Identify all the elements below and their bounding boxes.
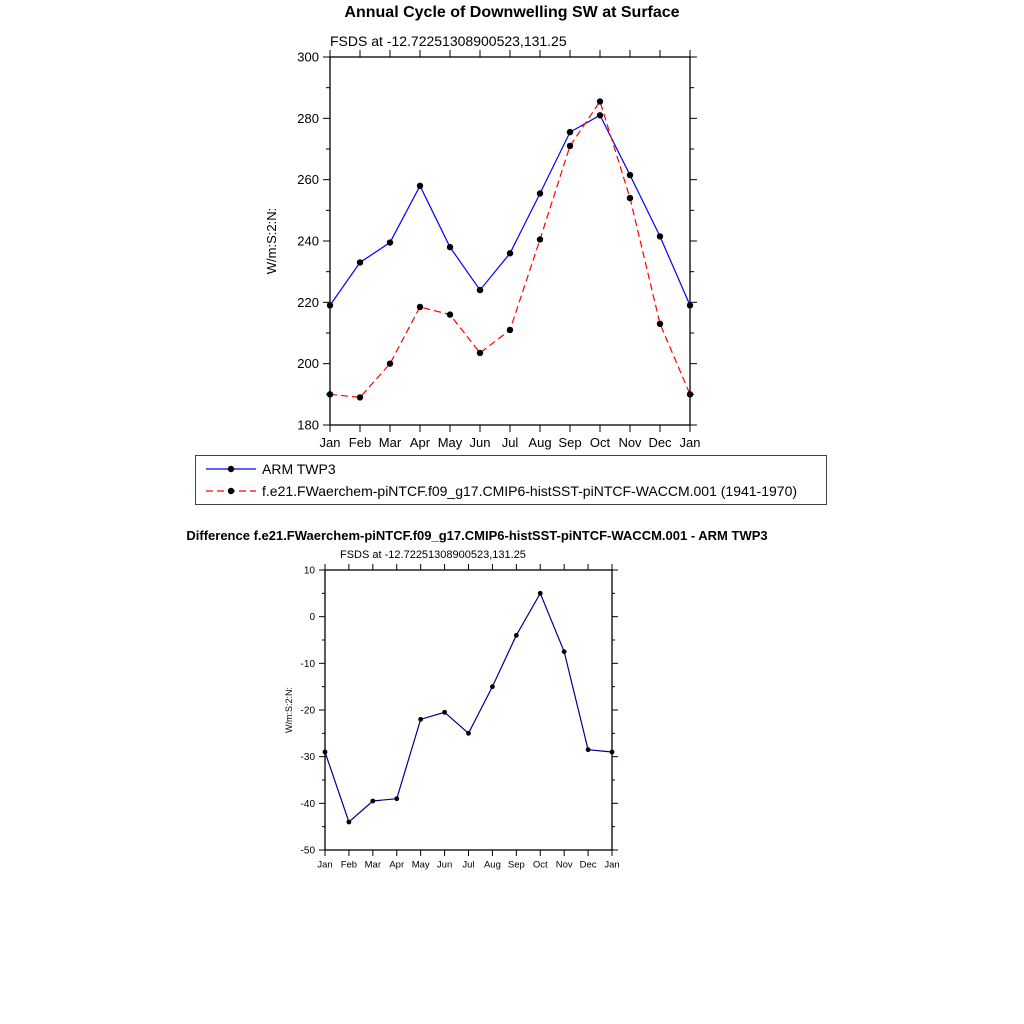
legend-label: ARM TWP3 — [262, 461, 336, 477]
legend-entry-0 — [205, 458, 826, 480]
data-point — [394, 796, 399, 801]
data-point — [477, 287, 483, 293]
data-point — [657, 233, 663, 239]
annual-cycle-plot — [250, 48, 730, 460]
x-tick-label: Sep — [558, 435, 582, 450]
data-point — [417, 304, 423, 310]
difference-chart-title: Difference f.e21.FWaerchem-piNTCF.f09_g17.CMIP6-histSST-piNTCF-WACCM.001 - ARM TWP3 — [186, 528, 768, 543]
x-tick-label: Apr — [389, 859, 405, 871]
data-point — [507, 250, 513, 256]
difference-chart-subtitle: FSDS at -12.72251308900523,131.25 — [340, 549, 526, 561]
data-point — [387, 360, 393, 366]
data-point — [562, 649, 567, 654]
x-tick-label: May — [437, 435, 463, 450]
axes — [319, 564, 618, 856]
data-point — [442, 710, 447, 715]
data-point — [567, 129, 573, 135]
axes — [323, 50, 697, 432]
x-tick-label: Dec — [648, 435, 672, 450]
x-tick-label: Jul — [501, 435, 519, 450]
y-tick-label: 200 — [297, 356, 319, 372]
y-tick-label: -10 — [300, 658, 315, 670]
x-tick-label: May — [411, 859, 430, 871]
x-tick-label: Jan — [319, 435, 341, 450]
series-0 — [323, 591, 615, 824]
data-point — [477, 350, 483, 356]
x-tick-label: Nov — [555, 859, 573, 871]
data-point — [597, 112, 603, 118]
data-point — [514, 633, 519, 638]
legend — [195, 455, 827, 505]
x-tick-label: Jan — [604, 859, 620, 871]
data-point — [586, 747, 591, 752]
x-tick-label: Aug — [528, 435, 552, 450]
data-point — [657, 321, 663, 327]
y-axis-label: W/m:S:2:N: — [264, 207, 279, 275]
series-line — [330, 101, 690, 397]
legend-entry-1 — [205, 480, 826, 502]
data-point — [537, 236, 543, 242]
difference-plot — [270, 560, 640, 880]
series-1 — [327, 98, 693, 400]
x-tick-label: Nov — [618, 435, 642, 450]
y-tick-label: 280 — [297, 110, 319, 126]
data-point — [627, 172, 633, 178]
series-0 — [327, 112, 693, 309]
data-point — [597, 98, 603, 104]
data-point — [417, 183, 423, 189]
data-point — [507, 327, 513, 333]
legend-label: f.e21.FWaerchem-piNTCF.f09_g17.CMIP6-histSST-piNTCF-WACCM.001 (1941-1970) — [262, 483, 798, 499]
data-point — [357, 259, 363, 265]
data-point — [687, 391, 693, 397]
x-tick-label: Feb — [348, 435, 372, 450]
data-point — [347, 820, 352, 825]
data-point — [537, 190, 543, 196]
data-point — [538, 591, 543, 596]
x-tick-label: Aug — [483, 859, 501, 871]
y-tick-label: 300 — [297, 49, 319, 65]
y-tick-label: 10 — [303, 565, 315, 577]
plot-frame — [325, 570, 612, 850]
y-tick-label: 260 — [297, 172, 319, 188]
y-tick-label: -20 — [300, 705, 315, 717]
data-point — [466, 731, 471, 736]
y-tick-label: 240 — [297, 233, 319, 249]
y-axis-label: W/m:S:2:N: — [284, 686, 294, 734]
legend-line-sample-icon — [205, 485, 257, 497]
data-point — [687, 302, 693, 308]
x-tick-label: Feb — [340, 859, 358, 871]
data-point — [327, 302, 333, 308]
y-tick-label: 0 — [309, 612, 315, 624]
data-point — [610, 750, 615, 755]
x-tick-label: Mar — [364, 859, 382, 871]
data-point — [447, 311, 453, 317]
data-point — [418, 717, 423, 722]
x-tick-label: Jan — [317, 859, 333, 871]
data-point — [627, 195, 633, 201]
top-chart-subtitle: FSDS at -12.72251308900523,131.25 — [330, 33, 567, 49]
x-tick-label: Oct — [532, 859, 548, 871]
x-tick-label: Jan — [679, 435, 701, 450]
x-tick-label: Apr — [409, 435, 431, 450]
series-line — [330, 115, 690, 305]
data-point — [490, 684, 495, 689]
x-tick-label: Sep — [507, 859, 525, 871]
data-point — [567, 143, 573, 149]
x-tick-label: Jun — [469, 435, 491, 450]
y-tick-label: 180 — [297, 417, 319, 433]
x-tick-label: Jul — [462, 859, 475, 871]
data-point — [370, 799, 375, 804]
data-point — [327, 391, 333, 397]
x-tick-label: Jun — [436, 859, 453, 871]
y-tick-label: -40 — [300, 798, 315, 810]
x-tick-label: Mar — [378, 435, 402, 450]
y-tick-label: -50 — [300, 845, 315, 857]
data-point — [387, 239, 393, 245]
x-tick-label: Oct — [589, 435, 611, 450]
y-tick-label: -30 — [300, 752, 315, 764]
data-point — [357, 394, 363, 400]
top-chart-title: Annual Cycle of Downwelling SW at Surface — [344, 4, 680, 21]
y-tick-label: 220 — [297, 294, 319, 310]
data-point — [323, 750, 328, 755]
x-tick-label: Dec — [579, 859, 597, 871]
series-line — [325, 593, 612, 822]
data-point — [447, 244, 453, 250]
legend-line-sample-icon — [205, 463, 257, 475]
